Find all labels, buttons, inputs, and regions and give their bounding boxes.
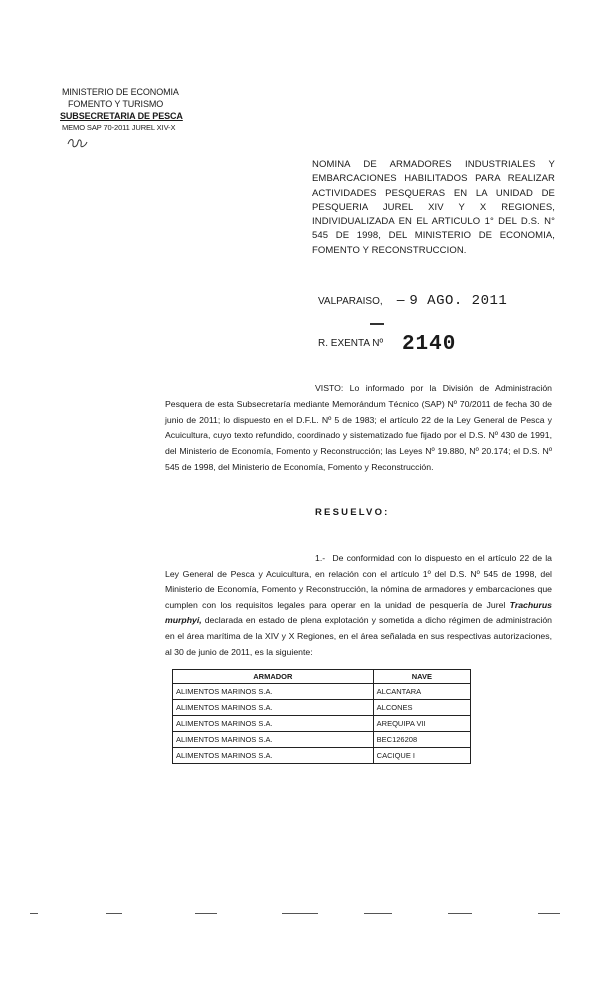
footer-divider (30, 913, 38, 914)
resolution-label: R. EXENTA Nº (318, 338, 384, 349)
resolution-number-line (318, 333, 456, 356)
header-ministry: MINISTERIO DE ECONOMIA (62, 87, 179, 97)
nave-cell: AREQUIPA VII (373, 716, 470, 732)
article-1-paragraph (165, 551, 552, 660)
nave-cell: CACIQUE I (373, 748, 470, 764)
footer-divider (364, 913, 392, 914)
handwritten-initials-mark (66, 136, 90, 150)
column-header-armador: ARMADOR (173, 670, 374, 684)
table-row (173, 700, 471, 716)
nave-cell: ALCONES (373, 700, 470, 716)
armador-cell: ALIMENTOS MARINOS S.A. (173, 684, 374, 700)
nave-cell: BEC126208 (373, 732, 470, 748)
article-number: 1.- (315, 553, 326, 563)
header-subsecretaria: SUBSECRETARIA DE PESCA (60, 111, 183, 121)
armador-cell: ALIMENTOS MARINOS S.A. (173, 732, 374, 748)
footer-divider (448, 913, 472, 914)
table-row (173, 748, 471, 764)
header-ministry-sub: FOMENTO Y TURISMO (68, 99, 164, 109)
footer-divider (106, 913, 122, 914)
resolution-number: 2140 (401, 333, 457, 356)
armador-cell: ALIMENTOS MARINOS S.A. (173, 700, 374, 716)
armadores-table (172, 669, 471, 764)
table-row (173, 716, 471, 732)
date-stamp: 9 AGO. 2011 (409, 293, 508, 309)
resuelvo-heading: RESUELVO: (315, 507, 390, 518)
article-text-before: De conformidad con lo dispuesto en el artículo 22 de la Ley General de Pesca y Acuicultura, en relación con el artículo 1º del D.S. Nº 545 de 1998, del Ministerio de Economía, Fomento y Reconstrucción, la nómina de armadores y embarcaciones que cumplen con los requisitos legales para operar en la unidad de pesquería de Jurel (165, 553, 552, 610)
visto-paragraph: VISTO: Lo informado por la División de Administración Pesquera de esta Subsecretaría mediante Memorándum Técnico (SAP) Nº 70/2011 de fecha 30 de junio de 2011; lo dispuesto en el D.F.L. Nº 5 de 1983; el artículo 22 de la Ley General de Pesca y Acuicultura, cuyo texto refundido, coordinado y sistematizado fue fijado por el D.S. Nº 430 de 1991, del Ministerio de Economía, Fomento y Reconstrucción; las Leyes Nº 19.880, Nº 20.174; el D.S. Nº 545 de 1998, del Ministerio de Economía, Fomento y Reconstrucción. (165, 383, 552, 472)
footer-divider (538, 913, 560, 914)
document-title: NOMINA DE ARMADORES INDUSTRIALES Y EMBARCACIONES HABILITADOS PARA REALIZAR ACTIVIDADES PESQUERAS EN LA UNIDAD DE PESQUERIA JUREL XIV Y X REGIONES, INDIVIDUALIZADA EN EL ARTICULO 1° DEL D.S. N° 545 DE 1998, DEL MINISTERIO DE ECONOMIA, FOMENTO Y RECONSTRUCCION. (312, 159, 555, 256)
table-row (173, 732, 471, 748)
table-row (173, 684, 471, 700)
header-memo-ref: MEMO SAP 70-2011 JUREL XIV-X (62, 123, 176, 132)
table-header-row (173, 670, 471, 684)
place-label: VALPARAISO, (318, 296, 383, 307)
armador-cell: ALIMENTOS MARINOS S.A. (173, 716, 374, 732)
resolution-overline-mark (370, 323, 384, 325)
footer-divider (282, 913, 318, 914)
footer-divider (195, 913, 217, 914)
place-date-line (318, 291, 507, 309)
date-dash: – (396, 291, 405, 307)
species-name: Trachurus murphyi, (165, 599, 552, 626)
armador-cell: ALIMENTOS MARINOS S.A. (173, 748, 374, 764)
ministry-header (60, 86, 210, 134)
nave-cell: ALCANTARA (373, 684, 470, 700)
column-header-nave: NAVE (373, 670, 470, 684)
article-text-after: declarada en estado de plena explotación y sometida a dicho régimen de administración en el área marítima de la XIV y X Regiones, en el área señalada en sus respectivas autorizaciones, al 30 de junio de 2011, es la siguiente: (165, 615, 552, 657)
